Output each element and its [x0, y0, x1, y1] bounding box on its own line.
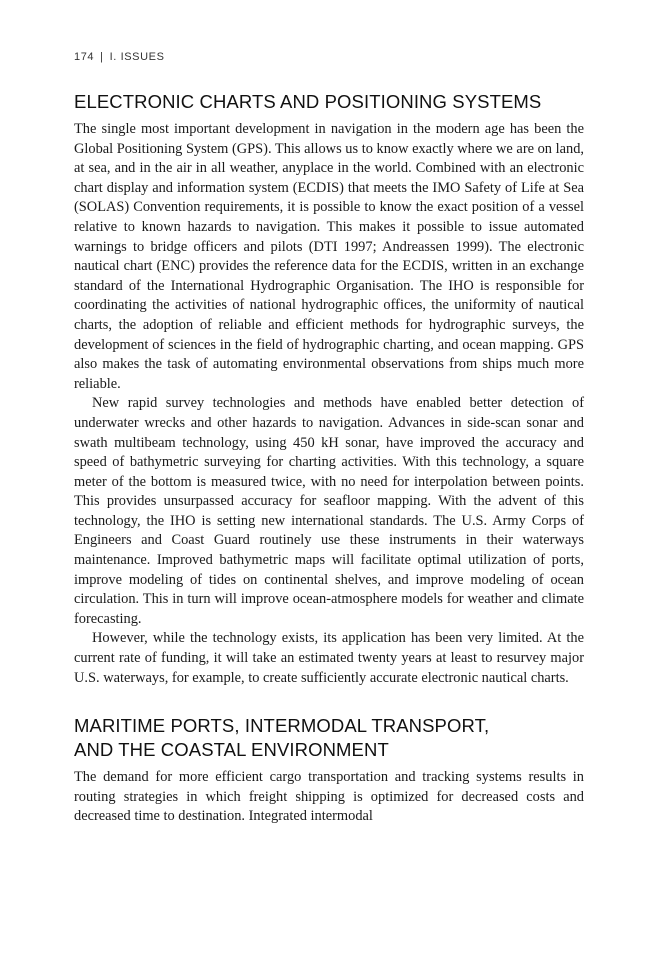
paragraph: The single most important development in navigation in the modern age has been the Global Positioning System (GPS). This allows us to know exactly where we are on land, at sea, and in the air in all weather, anyplace in the world. Combined with an electronic chart display and information system (ECDIS) that meets the IMO Safety of Life at Sea (SOLAS) Convention requirements, it is possible to know the exact position of a vessel relative to known hazards to navigation. This makes it possible to issue automated warnings to bridge officers and pilots (DTI 1997; Andreassen 1999). The electronic nautical chart (ENC) provides the reference data for the ECDIS, written in an exchange standard of the International Hydrographic Organisation. The IHO is responsible for coordinating the activities of national hydrographic offices, the uniformity of nautical charts, the adoption of reliable and efficient methods for hydrographic surveys, the development of sciences in the field of hydrographic charting, and ocean mapping. GPS also makes the task of automating environmental observations from ships much more reliable.	[74, 121, 584, 392]
paragraph: New rapid survey technologies and methods have enabled better detection of underwater wrecks and other hazards to navigation. Advances in side-scan sonar and swath multibeam technology, using 450 kH sonar, have improved the accuracy and speed of bathymetric surveying for charting activities. With this technology, a square meter of the bottom is measured twice, with no need for interpolation between points. This provides unsurpassed accuracy for seafloor mapping. With the advent of this technology, the IHO is setting new international standards. The U.S. Army Corps of Engineers and Coast Guard routinely use these instruments in their waterways maintenance. Improved bathymetric maps will facilitate optimal utilization of ports, improve modeling of tides on continental shelves, and improve modeling of ocean circulation. This in turn will improve ocean-atmosphere models for weather and climate forecasting.	[74, 395, 584, 627]
paragraph: However, while the technology exists, its application has been very limited. At the current rate of funding, it will take an estimated twenty years at least to resurvey major U.S. waterways, for example, to create sufficiently accurate electronic nautical charts.	[74, 630, 584, 686]
running-head	[74, 50, 584, 64]
paragraph: The demand for more efficient cargo transportation and tracking systems results in routing strategies in which freight shipping is optimized for decreased costs and decreased time to destination. Integrated intermodal	[74, 769, 584, 825]
heading-line: ELECTRONIC CHARTS AND POSITIONING SYSTEMS	[74, 91, 542, 112]
part-title: I. ISSUES	[109, 51, 165, 63]
section-heading-electronic-charts	[74, 90, 584, 114]
running-head-separator: |	[100, 51, 104, 63]
heading-line: MARITIME PORTS, INTERMODAL TRANSPORT,	[74, 715, 490, 737]
heading-line: AND THE COASTAL ENVIRONMENT	[74, 739, 389, 761]
book-page	[74, 50, 584, 827]
section-heading-maritime-ports	[74, 714, 584, 762]
page-number: 174	[74, 51, 95, 63]
